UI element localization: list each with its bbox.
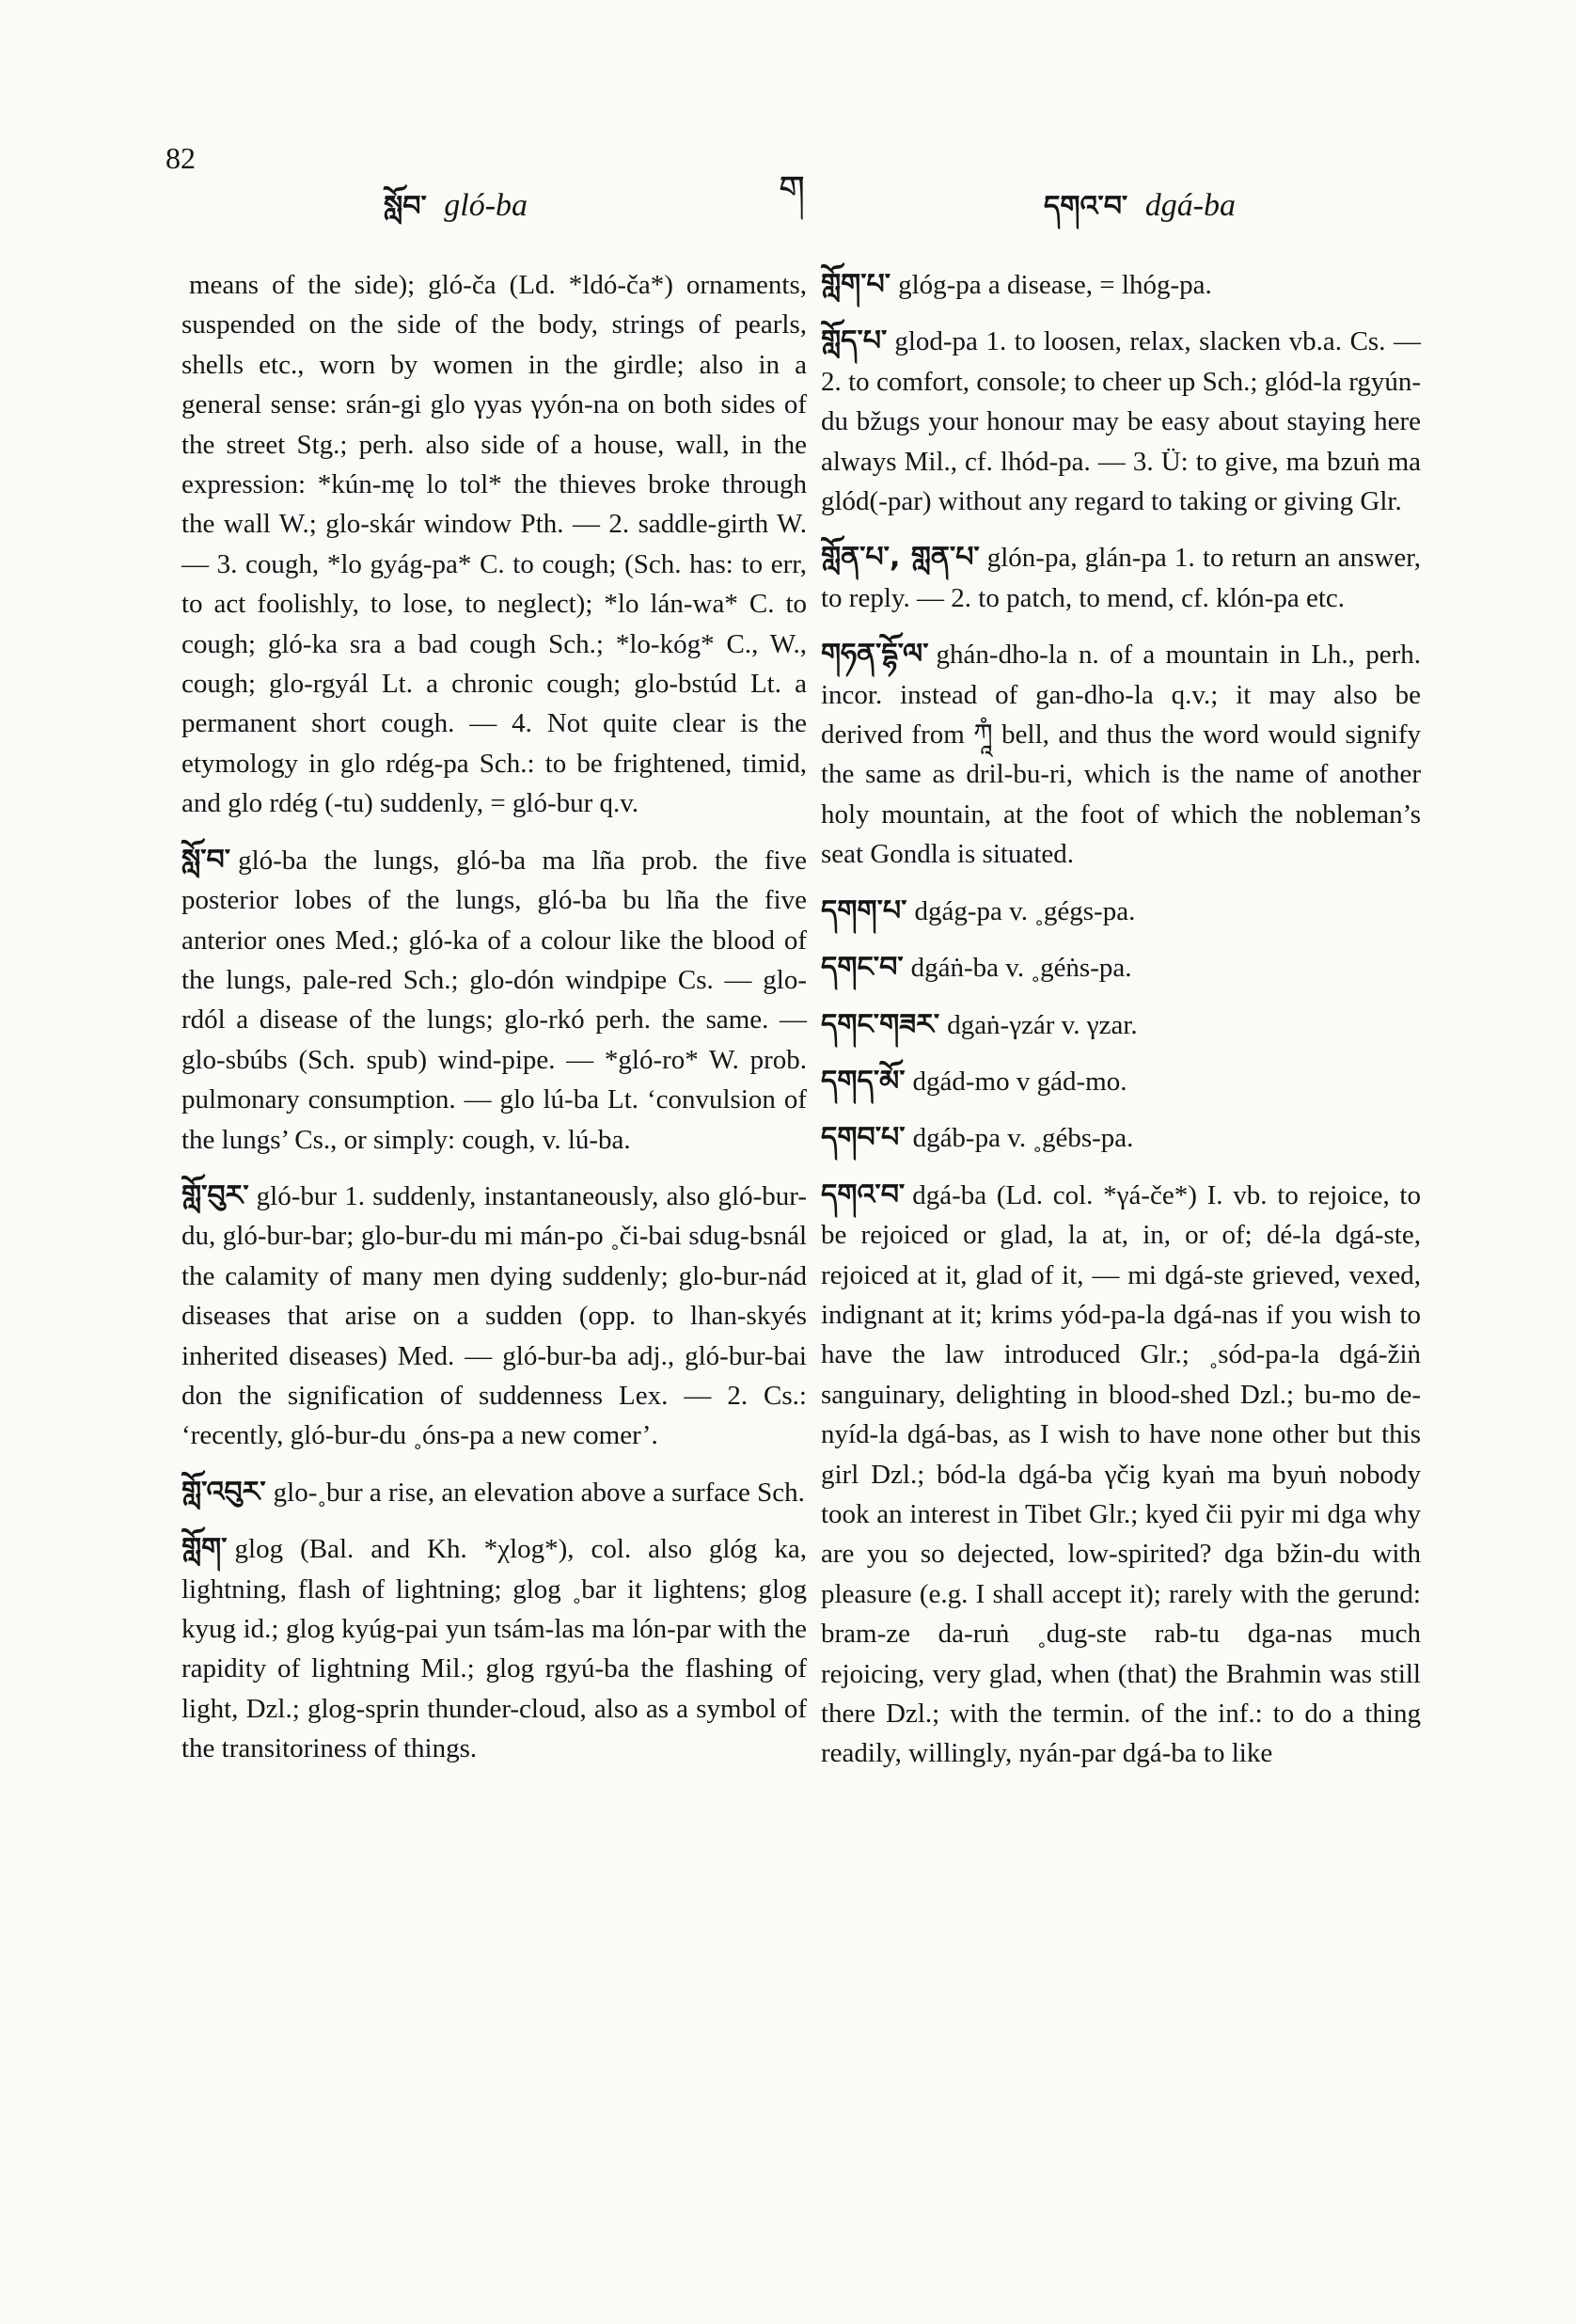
dictionary-entry [821, 1005, 1421, 1045]
entry-head: དགད་མོ་ [821, 1064, 906, 1098]
entry-text: dgáṅ-ba v. ˳géṅs-pa. [910, 953, 1132, 984]
dictionary-entry [821, 948, 1421, 988]
dictionary-entry [181, 1177, 807, 1456]
running-head-left-tibetan: སློབ་ [384, 190, 427, 223]
entry-head: གློ་བུར་ [181, 1178, 249, 1212]
entry-head: གཧན་དྷོ་ལ་ [821, 638, 929, 672]
dictionary-entry [821, 1176, 1421, 1774]
entry-text: gló-ba the lungs, gló-ba ma lña prob. the five posterior lobes of the lungs, gló-ba bu lña the five anterior ones Med.; gló-ka of a colour like the blood of the lungs, pale-red Sch.; glo-dón windpipe Cs. — glo-rdól a disease of the lungs; glo-rkó perh. the same. — glo-sbúbs (Sch. spub) wind-pipe. — *gló-ro* W. prob. pulmonary consumption. — glo lú-ba Lt. ‘convulsion of the lungs’ Cs., or simply: cough, v. lú-ba. [181, 845, 807, 1155]
entry-text: means of the side); gló-ča (Ld. *ldó-ča*) ornaments, suspended on the side of the body, strings of pearls, shells etc., worn by women in the girdle; also in a general sense: srán-gi glo γyas γyón-na on both sides of the street Stg.; perh. also side of a house, wall, in the expression: *kún-mę lo tol* the thieves broke through the wall W.; glo-skár window Pth. — 2. saddle-girth W. — 3. cough, *lo gyág-pa* C. to cough; (Sch. has: to err, to act foolishly, to lose, to neglect); *lo lán-wa* C. to cough; gló-ka sra a bad cough Sch.; *lo-kóg* C., W., cough; glo-rgyál Lt. a chronic cough; glo-bstúd Lt. a permanent short cough. — 4. Not quite clear is the etymology in glo rdég-pa Sch.: to be frightened, timid, and glo rdég (-tu) suddenly, = gló-bur q.v. [181, 270, 807, 819]
entry-head: གློག་པ་ [821, 268, 891, 301]
entry-text: glóg-pa a disease, = lhóg-pa. [898, 270, 1212, 300]
dictionary-entry [181, 1529, 807, 1768]
entry-head: དགང་གཟར་ [821, 1007, 940, 1041]
dictionary-entry [821, 538, 1421, 618]
running-head-right-word: dgá-ba [1144, 188, 1237, 223]
dictionary-entry [821, 892, 1421, 931]
entry-head: དགག་པ་ [821, 893, 907, 927]
entry-text: glón-pa, glán-pa 1. to return an answer, to reply. — 2. to patch, to mend, cf. klón-pa etc. [821, 543, 1421, 613]
entry-text: glog (Bal. and Kh. *χlog*), col. also glóg ka, lightning, flash of lightning; glog ˳bar it lightens; glog kyug id.; glog kyúg-pai yun tsám-las ma lón-par with the rapidity of lightning Mil.; glog rgyú-ba the flashing of light, Dzl.; glog-sprin thunder-cloud, also as a symbol of the transitoriness of things. [181, 1534, 807, 1764]
entry-head: སློ་བ་ [181, 843, 231, 877]
entry-head: གློད་པ་ [821, 324, 888, 358]
right-column [821, 265, 1421, 1791]
running-head-right [1044, 175, 1236, 254]
running-head-right-tibetan: དགའ་བ་ [1044, 190, 1128, 223]
entry-text: dgáb-pa v. ˳gébs-pa. [912, 1123, 1134, 1154]
dictionary-entry [821, 265, 1421, 305]
page-number: 82 [165, 141, 196, 175]
dictionary-entry [821, 1118, 1421, 1158]
entry-head: གློ་འབུར་ [181, 1475, 266, 1509]
dictionary-entry [181, 841, 807, 1160]
entry-text: dgág-pa v. ˳gégs-pa. [914, 895, 1136, 926]
section-letter: ག [779, 168, 806, 211]
entry-head: གློན་པ་, གླན་པ་ [821, 541, 980, 575]
running-head-left [384, 175, 528, 254]
entry-text: glod-pa 1. to loosen, relax, slacken vb.a. Cs. — 2. to comfort, console; to cheer up Sch.; glód-la rgyún-du bžugs your honour may be easy about staying here always Mil., cf. lhód-pa. — 3. Ü: to give, ma bzuṅ ma glód(-par) without any regard to taking or giving Glr. [821, 326, 1421, 517]
entry-text: dgá-ba (Ld. col. *γá-če*) I. vb. to rejoice, to be rejoiced or glad, la at, in, or of; dé-la dgá-ste, rejoiced at it, glad of it, — mi dgá-ste grieved, vexed, indignant at it; krims yód-pa-la dgá-nas if you wish to have the law introduced Glr.; ˳sód-pa-la dgá-žiṅ sanguinary, delighting in blood-shed Dzl.; bu-mo de-nyíd-la dgá-bas, as I wish to have none other but this girl Dzl.; bód-la dgá-ba γčig kyaṅ ma byuṅ nobody took an interest in Tibet Glr.; kyed čii pyir mi dga why are you so dejected, low-spirited? dga bžin-du with pleasure (e.g. I shall accept it); rarely with the gerund: bram-ze da-ruṅ ˳dug-ste rab-tu dga-nas much rejoicing, very glad, when (that) the Brahmin was still there Dzl.; with the termin. of the inf.: to do a thing readily, willingly, nyán-par dgá-ba to like [821, 1179, 1421, 1769]
dictionary-entry [181, 1473, 807, 1512]
entry-text: dgaṅ-γzár v. γzar. [947, 1009, 1138, 1040]
entry-text: ghán-dho-la n. of a mountain in Lh., perh. incor. instead of gan-dho-la q.v.; it may also be derived from ཀཱཾ bell, and thus the word would signify the same as dril-bu-ri, which is the name of another holy mountain, at the foot of which the nobleman’s seat Gondla is situated. [821, 640, 1421, 870]
entry-text: gló-bur 1. suddenly, instantaneously, also gló-bur-du, gló-bur-bar; glo-bur-du mi mán-po ˳či-bai sdug-bsnál the calamity of many men dying suddenly; glo-bur-nád diseases that arise on a sudden (opp. to lhan-skyés inherited diseases) Med. — gló-bur-ba adj., gló-bur-bai don the signification of suddenness Lex. — 2. Cs.: ‘recently, gló-bur-du ˳óns-pa a new comer’. [181, 1180, 807, 1451]
dictionary-entry [821, 635, 1421, 874]
entry-text: glo-˳bur a rise, an elevation above a surface Sch. [273, 1477, 805, 1508]
dictionary-entry [181, 265, 807, 824]
entry-text: dgád-mo v gád-mo. [912, 1066, 1127, 1097]
entry-head: དགའ་བ་ [821, 1178, 906, 1211]
running-head-left-word: gló-ba [444, 188, 528, 223]
entry-head: དགབ་པ་ [821, 1121, 906, 1155]
dictionary-entry [821, 322, 1421, 521]
entry-head: གློག་ [181, 1532, 228, 1566]
entry-head: དགང་བ་ [821, 951, 904, 985]
left-column [181, 265, 807, 1786]
dictionary-entry [821, 1062, 1421, 1101]
